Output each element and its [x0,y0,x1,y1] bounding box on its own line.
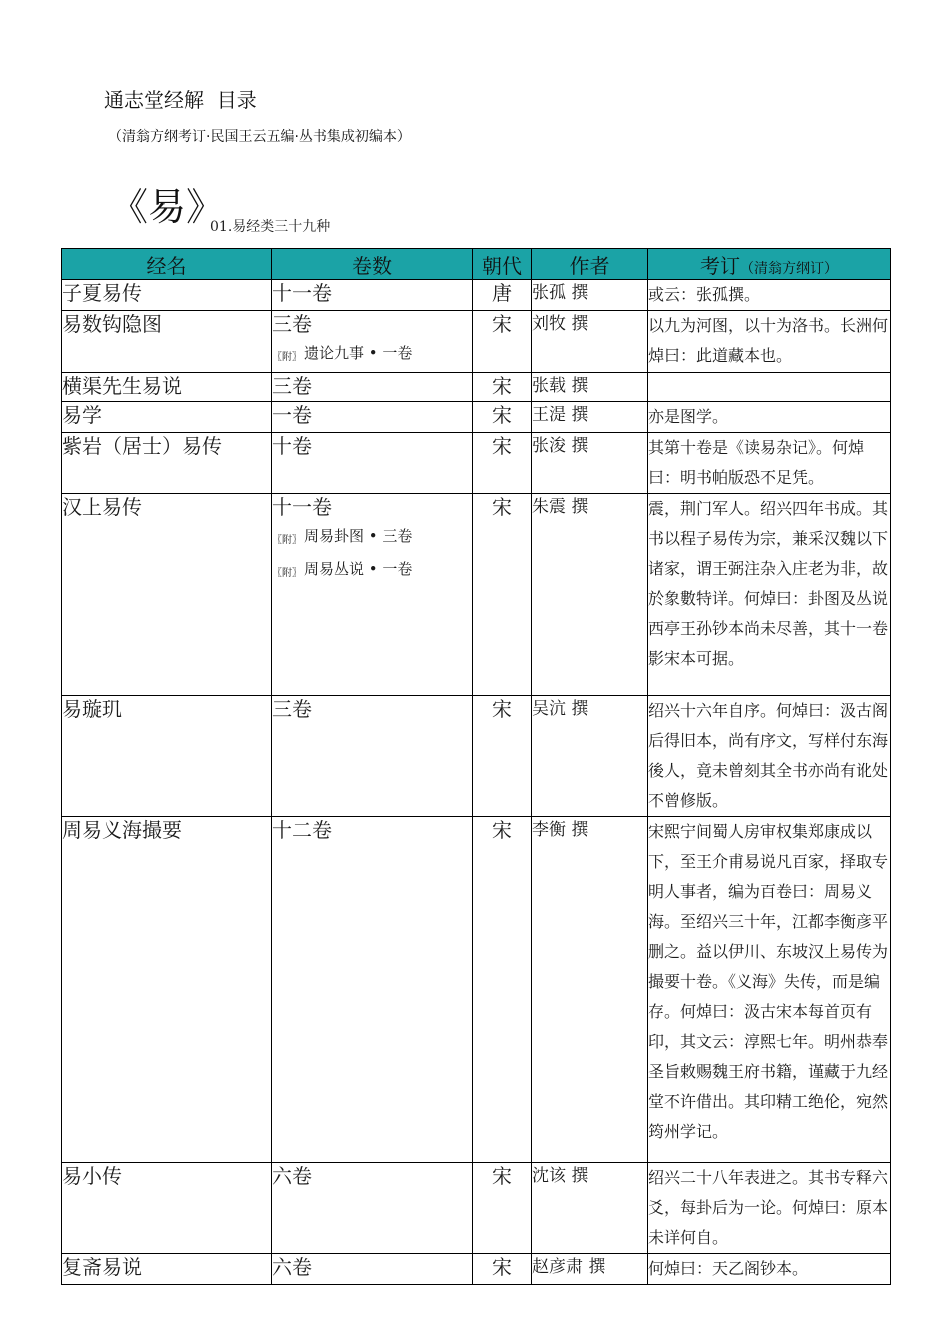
author: 王湜 撰 [532,402,648,433]
dynasty: 宋 [473,433,532,494]
appendix-tag: 〖附〗 [272,352,302,363]
volume-count-text: 三卷 [272,697,312,721]
appendix-tag: 〖附〗 [272,568,302,579]
appendix-text: 遗论九事 • 一卷 [304,344,413,362]
book-title: 紫岩（居士）易传 [62,433,272,494]
book-title: 易小传 [62,1163,272,1254]
volume-count-text: 一卷 [272,403,312,427]
column-header-note-sub: （清翁方纲订） [740,260,838,277]
book-title: 易学 [62,402,272,433]
author: 李衡 撰 [532,817,648,1163]
volume-count [272,373,473,402]
volume-count [272,433,473,494]
appendix-text: 周易卦图 • 三卷 [304,527,413,545]
annotation: 以九为河图，以十为洛书。长洲何焯曰：此道藏本也。 [648,311,891,373]
volume-count-text: 十一卷 [272,281,332,305]
author: 张孤 撰 [532,280,648,311]
dynasty: 宋 [473,1254,532,1285]
table-row [62,1254,891,1285]
volume-count-text: 十卷 [272,434,312,458]
table-row [62,1163,891,1254]
table-row [62,494,891,696]
volume-count [272,280,473,311]
annotation [648,373,891,402]
table-row [62,402,891,433]
author: 张载 撰 [532,373,648,402]
volume-count [272,1163,473,1254]
volume-count-text: 十二卷 [272,818,332,842]
column-header-author: 作者 [532,249,648,280]
table-header-row [62,249,891,280]
annotation: 其第十卷是《读易杂记》。何焯曰：明书帕版恐不足凭。 [648,433,891,494]
dynasty: 宋 [473,817,532,1163]
dynasty: 宋 [473,373,532,402]
volume-count-text: 三卷 [272,312,312,336]
annotation: 震，荆门军人。绍兴四年书成。其书以程子易传为宗，兼采汉魏以下诸家，谓王弼注杂入庄老为非，故於象數特详。何焯曰：卦图及丛说西亭王孙钞本尚未尽善，其十一卷影宋本可据。 [648,494,891,696]
column-header-note-label: 考订 [700,253,740,278]
annotation: 亦是图学。 [648,402,891,433]
book-title: 周易义海撮要 [62,817,272,1163]
document-subtitle: （清翁方纲考订·民国王云五编·丛书集成初编本） [108,129,411,145]
annotation: 何焯曰：天乙阁钞本。 [648,1254,891,1285]
dynasty: 宋 [473,696,532,817]
author: 朱震 撰 [532,494,648,696]
volume-count-text: 六卷 [272,1255,312,1279]
dynasty: 宋 [473,494,532,696]
volume-count [272,1254,473,1285]
volume-count [272,402,473,433]
book-title: 易数钩隐图 [62,311,272,373]
volume-count [272,311,473,373]
catalog-table [61,248,891,1285]
column-header-juan: 卷数 [272,249,473,280]
author: 吴沆 撰 [532,696,648,817]
appendix-tag: 〖附〗 [272,535,302,546]
column-header-dynasty: 朝代 [473,249,532,280]
appendix-item [272,555,472,588]
annotation: 或云：张孤撰。 [648,280,891,311]
volume-count-text: 十一卷 [272,495,332,519]
catalog-body [62,280,891,1285]
dynasty: 唐 [473,280,532,311]
table-row [62,373,891,402]
volume-count [272,696,473,817]
volume-count-text: 三卷 [272,374,312,398]
table-row [62,433,891,494]
table-row [62,696,891,817]
author: 张浚 撰 [532,433,648,494]
annotation: 宋熙宁间蜀人房审权集郑康成以下，至王介甫易说凡百家，择取专明人事者，编为百卷曰：周易义海。至绍兴三十年，江都李衡彦平删之。益以伊川、东坡汉上易传为撮要十卷。《义海》失传，而是编存。何焯曰：汲古宋本每首页有印，其文云：淳熙七年。明州恭奉圣旨敕赐魏王府书籍，谨藏于九经堂不许借出。其印精工绝伦，宛然筠州学记。 [648,817,891,1163]
column-header-name: 经名 [62,249,272,280]
annotation: 绍兴十六年自序。何焯曰：汲古阁后得旧本，尚有序文，写样付东海後人，竟未曾刻其全书亦尚有讹处不曾修版。 [648,696,891,817]
volume-count [272,817,473,1163]
dynasty: 宋 [473,402,532,433]
book-title: 复斋易说 [62,1254,272,1285]
author: 沈该 撰 [532,1163,648,1254]
book-title: 汉上易传 [62,494,272,696]
annotation: 绍兴二十八年表进之。其书专释六爻，每卦后为一论。何焯曰：原本未详何自。 [648,1163,891,1254]
author: 刘牧 撰 [532,311,648,373]
section-title: 《易》 [110,185,225,229]
table-row [62,280,891,311]
author: 赵彦肃 撰 [532,1254,648,1285]
book-title: 横渠先生易说 [62,373,272,402]
column-header-note [648,249,891,280]
book-title: 子夏易传 [62,280,272,311]
section-subtitle: 01.易经类三十九种 [210,219,331,235]
appendix-text: 周易丛说 • 一卷 [304,560,413,578]
book-title: 易璇玑 [62,696,272,817]
dynasty: 宋 [473,311,532,373]
dynasty: 宋 [473,1163,532,1254]
document-title: 通志堂经解 目录 [104,88,257,112]
volume-count-text: 六卷 [272,1164,312,1188]
appendix-item [272,522,472,555]
table-row [62,311,891,373]
table-row [62,817,891,1163]
volume-count [272,494,473,696]
appendix-item [272,339,472,372]
